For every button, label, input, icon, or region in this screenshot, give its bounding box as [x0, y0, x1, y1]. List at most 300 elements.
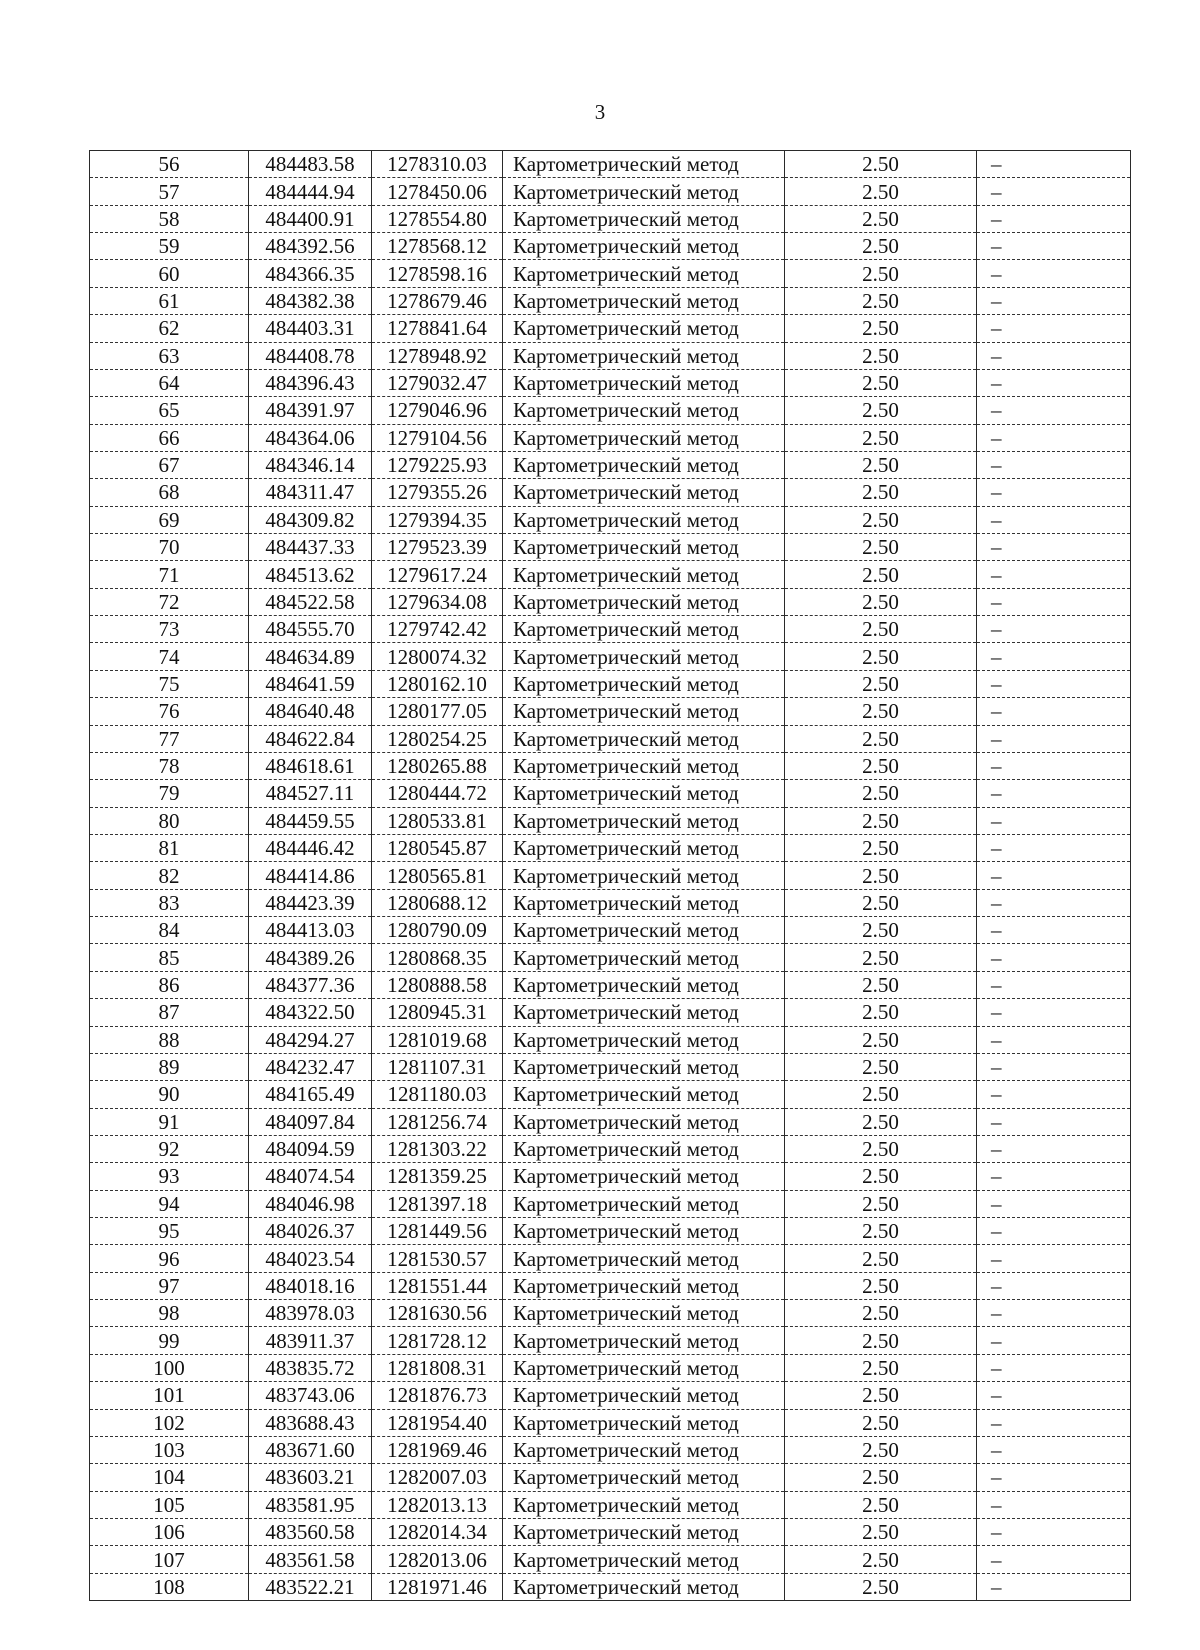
y-coordinate-cell: 1282013.13: [372, 1491, 503, 1518]
table-row: [90, 315, 1131, 342]
point-number-cell: 64: [90, 369, 249, 396]
method-cell: Картометрический метод: [503, 1518, 785, 1545]
point-number-cell: 62: [90, 315, 249, 342]
y-coordinate-cell: 1280565.81: [372, 862, 503, 889]
table-row: [90, 1135, 1131, 1162]
x-coordinate-cell: 483688.43: [249, 1409, 372, 1436]
method-cell: Картометрический метод: [503, 780, 785, 807]
y-coordinate-cell: 1280888.58: [372, 971, 503, 998]
y-coordinate-cell: 1281551.44: [372, 1272, 503, 1299]
description-cell: –: [977, 807, 1131, 834]
point-number-cell: 75: [90, 670, 249, 697]
point-number-cell: 85: [90, 944, 249, 971]
method-cell: Картометрический метод: [503, 1464, 785, 1491]
y-coordinate-cell: 1280177.05: [372, 698, 503, 725]
y-coordinate-cell: 1281256.74: [372, 1108, 503, 1135]
x-coordinate-cell: 484232.47: [249, 1053, 372, 1080]
description-cell: –: [977, 424, 1131, 451]
point-number-cell: 102: [90, 1409, 249, 1436]
description-cell: –: [977, 780, 1131, 807]
table-row: [90, 178, 1131, 205]
x-coordinate-cell: 484026.37: [249, 1218, 372, 1245]
point-number-cell: 60: [90, 260, 249, 287]
table-row: [90, 1354, 1131, 1381]
y-coordinate-cell: 1279225.93: [372, 451, 503, 478]
precision-cell: 2.50: [785, 807, 977, 834]
point-number-cell: 98: [90, 1300, 249, 1327]
description-cell: –: [977, 971, 1131, 998]
method-cell: Картометрический метод: [503, 1218, 785, 1245]
table-row: [90, 670, 1131, 697]
y-coordinate-cell: 1279104.56: [372, 424, 503, 451]
x-coordinate-cell: 484555.70: [249, 616, 372, 643]
method-cell: Картометрический метод: [503, 1190, 785, 1217]
table-row: [90, 506, 1131, 533]
method-cell: Картометрический метод: [503, 1245, 785, 1272]
method-cell: Картометрический метод: [503, 971, 785, 998]
description-cell: –: [977, 287, 1131, 314]
x-coordinate-cell: 484634.89: [249, 643, 372, 670]
point-number-cell: 67: [90, 451, 249, 478]
point-number-cell: 73: [90, 616, 249, 643]
precision-cell: 2.50: [785, 1464, 977, 1491]
x-coordinate-cell: 484018.16: [249, 1272, 372, 1299]
description-cell: –: [977, 1026, 1131, 1053]
page-number: 3: [594, 100, 606, 124]
method-cell: Картометрический метод: [503, 588, 785, 615]
method-cell: Картометрический метод: [503, 561, 785, 588]
precision-cell: 2.50: [785, 1518, 977, 1545]
method-cell: Картометрический метод: [503, 287, 785, 314]
method-cell: Картометрический метод: [503, 1382, 785, 1409]
table-row: [90, 1026, 1131, 1053]
table-row: [90, 999, 1131, 1026]
table-row: [90, 561, 1131, 588]
table-row: [90, 1245, 1131, 1272]
method-cell: Картометрический метод: [503, 862, 785, 889]
description-cell: –: [977, 1382, 1131, 1409]
y-coordinate-cell: 1278554.80: [372, 205, 503, 232]
x-coordinate-cell: 484391.97: [249, 397, 372, 424]
point-number-cell: 89: [90, 1053, 249, 1080]
y-coordinate-cell: 1280074.32: [372, 643, 503, 670]
y-coordinate-cell: 1278568.12: [372, 233, 503, 260]
description-cell: –: [977, 1135, 1131, 1162]
description-cell: –: [977, 1272, 1131, 1299]
x-coordinate-cell: 484382.38: [249, 287, 372, 314]
precision-cell: 2.50: [785, 178, 977, 205]
x-coordinate-cell: 484423.39: [249, 889, 372, 916]
precision-cell: 2.50: [785, 534, 977, 561]
point-number-cell: 81: [90, 834, 249, 861]
precision-cell: 2.50: [785, 1163, 977, 1190]
x-coordinate-cell: 484165.49: [249, 1081, 372, 1108]
description-cell: –: [977, 1300, 1131, 1327]
point-number-cell: 88: [90, 1026, 249, 1053]
precision-cell: 2.50: [785, 506, 977, 533]
description-cell: –: [977, 561, 1131, 588]
description-cell: –: [977, 588, 1131, 615]
x-coordinate-cell: 483603.21: [249, 1464, 372, 1491]
x-coordinate-cell: 483581.95: [249, 1491, 372, 1518]
precision-cell: 2.50: [785, 1272, 977, 1299]
description-cell: –: [977, 1108, 1131, 1135]
description-cell: –: [977, 205, 1131, 232]
point-number-cell: 66: [90, 424, 249, 451]
point-number-cell: 58: [90, 205, 249, 232]
x-coordinate-cell: 484513.62: [249, 561, 372, 588]
table-row: [90, 1163, 1131, 1190]
y-coordinate-cell: 1281808.31: [372, 1354, 503, 1381]
x-coordinate-cell: 483978.03: [249, 1300, 372, 1327]
x-coordinate-cell: 483835.72: [249, 1354, 372, 1381]
precision-cell: 2.50: [785, 588, 977, 615]
description-cell: –: [977, 1245, 1131, 1272]
table-row: [90, 889, 1131, 916]
precision-cell: 2.50: [785, 971, 977, 998]
point-number-cell: 90: [90, 1081, 249, 1108]
y-coordinate-cell: 1279617.24: [372, 561, 503, 588]
point-number-cell: 92: [90, 1135, 249, 1162]
description-cell: –: [977, 397, 1131, 424]
coordinates-table: [89, 150, 1131, 1601]
point-number-cell: 76: [90, 698, 249, 725]
table-row: [90, 944, 1131, 971]
method-cell: Картометрический метод: [503, 643, 785, 670]
point-number-cell: 63: [90, 342, 249, 369]
y-coordinate-cell: 1280545.87: [372, 834, 503, 861]
method-cell: Картометрический метод: [503, 315, 785, 342]
table-row: [90, 151, 1131, 178]
y-coordinate-cell: 1281303.22: [372, 1135, 503, 1162]
point-number-cell: 95: [90, 1218, 249, 1245]
y-coordinate-cell: 1279355.26: [372, 479, 503, 506]
table-row: [90, 1053, 1131, 1080]
table-row: [90, 862, 1131, 889]
description-cell: –: [977, 999, 1131, 1026]
description-cell: –: [977, 1354, 1131, 1381]
precision-cell: 2.50: [785, 287, 977, 314]
x-coordinate-cell: 484346.14: [249, 451, 372, 478]
x-coordinate-cell: 484094.59: [249, 1135, 372, 1162]
precision-cell: 2.50: [785, 862, 977, 889]
precision-cell: 2.50: [785, 944, 977, 971]
method-cell: Картометрический метод: [503, 999, 785, 1026]
point-number-cell: 80: [90, 807, 249, 834]
point-number-cell: 96: [90, 1245, 249, 1272]
table-row: [90, 971, 1131, 998]
table-row: [90, 643, 1131, 670]
table-row: [90, 807, 1131, 834]
method-cell: Картометрический метод: [503, 369, 785, 396]
precision-cell: 2.50: [785, 315, 977, 342]
x-coordinate-cell: 483560.58: [249, 1518, 372, 1545]
table-row: [90, 369, 1131, 396]
precision-cell: 2.50: [785, 834, 977, 861]
method-cell: Картометрический метод: [503, 1409, 785, 1436]
y-coordinate-cell: 1281019.68: [372, 1026, 503, 1053]
precision-cell: 2.50: [785, 260, 977, 287]
description-cell: –: [977, 1573, 1131, 1600]
method-cell: Картометрический метод: [503, 479, 785, 506]
x-coordinate-cell: 484622.84: [249, 725, 372, 752]
point-number-cell: 103: [90, 1436, 249, 1463]
precision-cell: 2.50: [785, 205, 977, 232]
x-coordinate-cell: 484097.84: [249, 1108, 372, 1135]
table-row: [90, 1382, 1131, 1409]
x-coordinate-cell: 483743.06: [249, 1382, 372, 1409]
method-cell: Картометрический метод: [503, 616, 785, 643]
y-coordinate-cell: 1279634.08: [372, 588, 503, 615]
x-coordinate-cell: 484444.94: [249, 178, 372, 205]
method-cell: Картометрический метод: [503, 1354, 785, 1381]
y-coordinate-cell: 1279742.42: [372, 616, 503, 643]
point-number-cell: 84: [90, 917, 249, 944]
table-row: [90, 1272, 1131, 1299]
table-row: [90, 1218, 1131, 1245]
method-cell: Картометрический метод: [503, 1546, 785, 1573]
description-cell: –: [977, 1491, 1131, 1518]
table-row: [90, 725, 1131, 752]
x-coordinate-cell: 484640.48: [249, 698, 372, 725]
table-row: [90, 834, 1131, 861]
precision-cell: 2.50: [785, 752, 977, 779]
point-number-cell: 104: [90, 1464, 249, 1491]
precision-cell: 2.50: [785, 424, 977, 451]
precision-cell: 2.50: [785, 1354, 977, 1381]
x-coordinate-cell: 484377.36: [249, 971, 372, 998]
point-number-cell: 77: [90, 725, 249, 752]
point-number-cell: 108: [90, 1573, 249, 1600]
description-cell: –: [977, 1409, 1131, 1436]
description-cell: –: [977, 1163, 1131, 1190]
x-coordinate-cell: 484366.35: [249, 260, 372, 287]
description-cell: –: [977, 1190, 1131, 1217]
precision-cell: 2.50: [785, 725, 977, 752]
y-coordinate-cell: 1278841.64: [372, 315, 503, 342]
y-coordinate-cell: 1281107.31: [372, 1053, 503, 1080]
y-coordinate-cell: 1280688.12: [372, 889, 503, 916]
table-row: [90, 1436, 1131, 1463]
description-cell: –: [977, 752, 1131, 779]
method-cell: Картометрический метод: [503, 1573, 785, 1600]
description-cell: –: [977, 534, 1131, 561]
description-cell: –: [977, 1327, 1131, 1354]
x-coordinate-cell: 484311.47: [249, 479, 372, 506]
y-coordinate-cell: 1280945.31: [372, 999, 503, 1026]
description-cell: –: [977, 889, 1131, 916]
table-row: [90, 1518, 1131, 1545]
precision-cell: 2.50: [785, 1436, 977, 1463]
precision-cell: 2.50: [785, 561, 977, 588]
description-cell: –: [977, 698, 1131, 725]
description-cell: –: [977, 670, 1131, 697]
description-cell: –: [977, 233, 1131, 260]
y-coordinate-cell: 1280868.35: [372, 944, 503, 971]
table-row: [90, 342, 1131, 369]
table-row: [90, 588, 1131, 615]
description-cell: –: [977, 1464, 1131, 1491]
y-coordinate-cell: 1279523.39: [372, 534, 503, 561]
y-coordinate-cell: 1280444.72: [372, 780, 503, 807]
x-coordinate-cell: 483671.60: [249, 1436, 372, 1463]
table-row: [90, 1190, 1131, 1217]
x-coordinate-cell: 483561.58: [249, 1546, 372, 1573]
method-cell: Картометрический метод: [503, 1053, 785, 1080]
precision-cell: 2.50: [785, 479, 977, 506]
precision-cell: 2.50: [785, 1573, 977, 1600]
method-cell: Картометрический метод: [503, 698, 785, 725]
table-row: [90, 479, 1131, 506]
precision-cell: 2.50: [785, 1081, 977, 1108]
description-cell: –: [977, 725, 1131, 752]
precision-cell: 2.50: [785, 342, 977, 369]
point-number-cell: 94: [90, 1190, 249, 1217]
precision-cell: 2.50: [785, 369, 977, 396]
precision-cell: 2.50: [785, 1382, 977, 1409]
y-coordinate-cell: 1280265.88: [372, 752, 503, 779]
description-cell: –: [977, 616, 1131, 643]
precision-cell: 2.50: [785, 780, 977, 807]
table-row: [90, 424, 1131, 451]
precision-cell: 2.50: [785, 1218, 977, 1245]
y-coordinate-cell: 1278450.06: [372, 178, 503, 205]
x-coordinate-cell: 484408.78: [249, 342, 372, 369]
description-cell: –: [977, 369, 1131, 396]
method-cell: Картометрический метод: [503, 506, 785, 533]
point-number-cell: 61: [90, 287, 249, 314]
description-cell: –: [977, 862, 1131, 889]
precision-cell: 2.50: [785, 999, 977, 1026]
x-coordinate-cell: 484527.11: [249, 780, 372, 807]
y-coordinate-cell: 1278310.03: [372, 151, 503, 178]
method-cell: Картометрический метод: [503, 1300, 785, 1327]
method-cell: Картометрический метод: [503, 451, 785, 478]
table-row: [90, 205, 1131, 232]
method-cell: Картометрический метод: [503, 233, 785, 260]
point-number-cell: 99: [90, 1327, 249, 1354]
precision-cell: 2.50: [785, 233, 977, 260]
description-cell: –: [977, 643, 1131, 670]
method-cell: Картометрический метод: [503, 260, 785, 287]
description-cell: –: [977, 260, 1131, 287]
table-row: [90, 698, 1131, 725]
point-number-cell: 97: [90, 1272, 249, 1299]
method-cell: Картометрический метод: [503, 1081, 785, 1108]
precision-cell: 2.50: [785, 889, 977, 916]
y-coordinate-cell: 1278598.16: [372, 260, 503, 287]
table-row: [90, 1409, 1131, 1436]
y-coordinate-cell: 1281728.12: [372, 1327, 503, 1354]
method-cell: Картометрический метод: [503, 834, 785, 861]
table-row: [90, 534, 1131, 561]
method-cell: Картометрический метод: [503, 1327, 785, 1354]
description-cell: –: [977, 1518, 1131, 1545]
y-coordinate-cell: 1279046.96: [372, 397, 503, 424]
description-cell: –: [977, 834, 1131, 861]
description-cell: –: [977, 315, 1131, 342]
y-coordinate-cell: 1281971.46: [372, 1573, 503, 1600]
method-cell: Картометрический метод: [503, 342, 785, 369]
method-cell: Картометрический метод: [503, 917, 785, 944]
y-coordinate-cell: 1281397.18: [372, 1190, 503, 1217]
y-coordinate-cell: 1280254.25: [372, 725, 503, 752]
y-coordinate-cell: 1281630.56: [372, 1300, 503, 1327]
x-coordinate-cell: 483522.21: [249, 1573, 372, 1600]
method-cell: Картометрический метод: [503, 807, 785, 834]
method-cell: Картометрический метод: [503, 670, 785, 697]
x-coordinate-cell: 484437.33: [249, 534, 372, 561]
table-row: [90, 752, 1131, 779]
y-coordinate-cell: 1281449.56: [372, 1218, 503, 1245]
point-number-cell: 82: [90, 862, 249, 889]
y-coordinate-cell: 1281969.46: [372, 1436, 503, 1463]
precision-cell: 2.50: [785, 1300, 977, 1327]
description-cell: –: [977, 178, 1131, 205]
precision-cell: 2.50: [785, 1135, 977, 1162]
y-coordinate-cell: 1279032.47: [372, 369, 503, 396]
x-coordinate-cell: 484023.54: [249, 1245, 372, 1272]
method-cell: Картометрический метод: [503, 944, 785, 971]
table-row: [90, 917, 1131, 944]
precision-cell: 2.50: [785, 151, 977, 178]
point-number-cell: 83: [90, 889, 249, 916]
y-coordinate-cell: 1281180.03: [372, 1081, 503, 1108]
x-coordinate-cell: 484322.50: [249, 999, 372, 1026]
point-number-cell: 87: [90, 999, 249, 1026]
y-coordinate-cell: 1282007.03: [372, 1464, 503, 1491]
method-cell: Картометрический метод: [503, 1163, 785, 1190]
x-coordinate-cell: 484396.43: [249, 369, 372, 396]
table-row: [90, 1546, 1131, 1573]
description-cell: –: [977, 1218, 1131, 1245]
precision-cell: 2.50: [785, 1108, 977, 1135]
description-cell: –: [977, 1053, 1131, 1080]
point-number-cell: 57: [90, 178, 249, 205]
table-row: [90, 451, 1131, 478]
table-row: [90, 397, 1131, 424]
table-row: [90, 233, 1131, 260]
description-cell: –: [977, 1546, 1131, 1573]
point-number-cell: 72: [90, 588, 249, 615]
point-number-cell: 65: [90, 397, 249, 424]
y-coordinate-cell: 1282014.34: [372, 1518, 503, 1545]
x-coordinate-cell: 484483.58: [249, 151, 372, 178]
y-coordinate-cell: 1278679.46: [372, 287, 503, 314]
table-row: [90, 1327, 1131, 1354]
x-coordinate-cell: 484392.56: [249, 233, 372, 260]
table-row: [90, 1464, 1131, 1491]
description-cell: –: [977, 917, 1131, 944]
point-number-cell: 71: [90, 561, 249, 588]
y-coordinate-cell: 1281530.57: [372, 1245, 503, 1272]
point-number-cell: 74: [90, 643, 249, 670]
coordinates-table-body: [90, 151, 1131, 1601]
method-cell: Картометрический метод: [503, 1491, 785, 1518]
method-cell: Картометрический метод: [503, 424, 785, 451]
method-cell: Картометрический метод: [503, 151, 785, 178]
point-number-cell: 105: [90, 1491, 249, 1518]
description-cell: –: [977, 944, 1131, 971]
point-number-cell: 91: [90, 1108, 249, 1135]
precision-cell: 2.50: [785, 1053, 977, 1080]
y-coordinate-cell: 1281359.25: [372, 1163, 503, 1190]
description-cell: –: [977, 1436, 1131, 1463]
x-coordinate-cell: 484446.42: [249, 834, 372, 861]
y-coordinate-cell: 1281954.40: [372, 1409, 503, 1436]
method-cell: Картометрический метод: [503, 1026, 785, 1053]
method-cell: Картометрический метод: [503, 752, 785, 779]
